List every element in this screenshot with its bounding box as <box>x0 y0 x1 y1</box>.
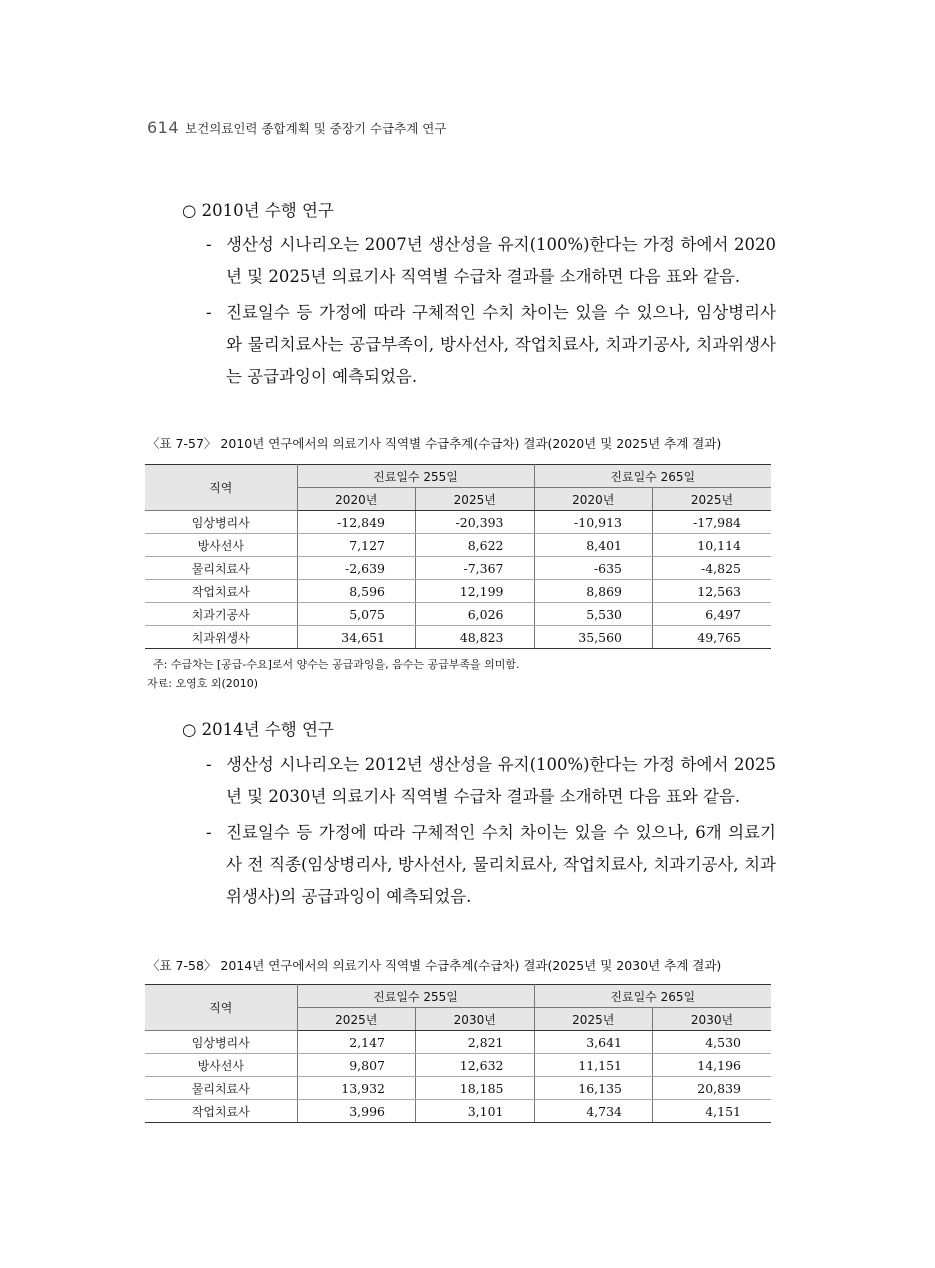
job-cell: 물리치료사 <box>145 1077 297 1100</box>
section-heading-2014: ○ 2014년 수행 연구 <box>182 720 334 739</box>
table-row <box>145 511 771 534</box>
value-cell: -10,913 <box>534 511 653 534</box>
year-header: 2020년 <box>297 488 416 511</box>
value-cell: 6,026 <box>416 603 535 626</box>
group-header-255: 진료일수 255일 <box>297 985 534 1008</box>
value-cell: 8,622 <box>416 534 535 557</box>
table-row <box>145 626 771 649</box>
table-row <box>145 534 771 557</box>
value-cell: 6,497 <box>653 603 772 626</box>
job-cell: 치과위생사 <box>145 626 297 649</box>
value-cell: -635 <box>534 557 653 580</box>
value-cell: -20,393 <box>416 511 535 534</box>
dash-marker: - <box>206 755 212 774</box>
value-cell: 3,641 <box>534 1031 653 1054</box>
running-title: 보건의료인력 종합계획 및 중장기 수급추계 연구 <box>185 121 447 136</box>
table-source: 자료: 오영호 외(2010) <box>147 677 259 690</box>
bullet-item <box>206 817 776 913</box>
table-row <box>145 557 771 580</box>
value-cell: 49,765 <box>653 626 772 649</box>
value-cell: 4,734 <box>534 1100 653 1123</box>
value-cell: 5,530 <box>534 603 653 626</box>
value-cell: -4,825 <box>653 557 772 580</box>
job-cell: 방사선사 <box>145 534 297 557</box>
year-header: 2025년 <box>653 488 772 511</box>
year-header: 2025년 <box>297 1008 416 1031</box>
table-row <box>145 1031 771 1054</box>
value-cell: 18,185 <box>416 1077 535 1100</box>
table-row <box>145 1077 771 1100</box>
value-cell: 10,114 <box>653 534 772 557</box>
value-cell: -17,984 <box>653 511 772 534</box>
value-cell: 13,932 <box>297 1077 416 1100</box>
value-cell: 8,869 <box>534 580 653 603</box>
value-cell: -12,849 <box>297 511 416 534</box>
table-caption: 〈표 7-57〉 2010년 연구에서의 의료기사 직역별 수급추계(수급차) 결과(2020년 및 2025년 추계 결과) <box>147 436 722 451</box>
value-cell: 7,127 <box>297 534 416 557</box>
page-header <box>147 118 446 137</box>
value-cell: 16,135 <box>534 1077 653 1100</box>
bullet-item <box>206 749 776 813</box>
dash-marker: - <box>206 303 212 322</box>
year-header: 2025년 <box>416 488 535 511</box>
year-header: 2020년 <box>534 488 653 511</box>
table-7-57 <box>145 464 771 649</box>
value-cell: 12,199 <box>416 580 535 603</box>
bullet-text: 진료일수 등 가정에 따라 구체적인 수치 차이는 있을 수 있으나, 임상병리사와 물리치료사는 공급부족이, 방사선사, 작업치료사, 치과기공사, 치과위생사는 공급과잉이 예측되었음. <box>226 303 776 386</box>
value-cell: 9,807 <box>297 1054 416 1077</box>
bullet-item <box>206 229 776 293</box>
year-header: 2030년 <box>416 1008 535 1031</box>
table-row <box>145 603 771 626</box>
value-cell: 5,075 <box>297 603 416 626</box>
bullet-text: 진료일수 등 가정에 따라 구체적인 수치 차이는 있을 수 있으나, 6개 의료기사 전 직종(임상병리사, 방사선사, 물리치료사, 작업치료사, 치과기공사, 치과위생사)의 공급과잉이 예측되었음. <box>226 823 776 906</box>
job-cell: 임상병리사 <box>145 511 297 534</box>
job-cell: 임상병리사 <box>145 1031 297 1054</box>
bullet-text: 생산성 시나리오는 2012년 생산성을 유지(100%)한다는 가정 하에서 2025년 및 2030년 의료기사 직역별 수급차 결과를 소개하면 다음 표와 같음. <box>226 755 776 806</box>
value-cell: 11,151 <box>534 1054 653 1077</box>
value-cell: 3,101 <box>416 1100 535 1123</box>
dash-marker: - <box>206 235 212 254</box>
table-caption: 〈표 7-58〉 2014년 연구에서의 의료기사 직역별 수급추계(수급차) 결과(2025년 및 2030년 추계 결과) <box>147 958 722 973</box>
table-row <box>145 580 771 603</box>
bullet-item <box>206 297 776 393</box>
value-cell: 4,530 <box>653 1031 772 1054</box>
section-heading-2010: ○ 2010년 수행 연구 <box>182 201 334 220</box>
job-cell: 작업치료사 <box>145 1100 297 1123</box>
job-cell: 방사선사 <box>145 1054 297 1077</box>
table-7-58 <box>145 984 771 1123</box>
value-cell: -2,639 <box>297 557 416 580</box>
year-header: 2030년 <box>653 1008 772 1031</box>
group-header-265: 진료일수 265일 <box>534 465 771 488</box>
table-note: 주: 수급차는 [공급-수요]로서 양수는 공급과잉을, 음수는 공급부족을 의미함. <box>153 658 520 671</box>
job-cell: 물리치료사 <box>145 557 297 580</box>
bullet-text: 생산성 시나리오는 2007년 생산성을 유지(100%)한다는 가정 하에서 2020년 및 2025년 의료기사 직역별 수급차 결과를 소개하면 다음 표와 같음. <box>226 235 776 286</box>
value-cell: 12,632 <box>416 1054 535 1077</box>
job-cell: 치과기공사 <box>145 603 297 626</box>
value-cell: 35,560 <box>534 626 653 649</box>
dash-marker: - <box>206 823 212 842</box>
column-header-job: 직역 <box>145 465 297 511</box>
value-cell: -7,367 <box>416 557 535 580</box>
year-header: 2025년 <box>534 1008 653 1031</box>
value-cell: 34,651 <box>297 626 416 649</box>
value-cell: 2,147 <box>297 1031 416 1054</box>
group-header-265: 진료일수 265일 <box>534 985 771 1008</box>
value-cell: 20,839 <box>653 1077 772 1100</box>
table-row <box>145 1054 771 1077</box>
group-header-255: 진료일수 255일 <box>297 465 534 488</box>
value-cell: 48,823 <box>416 626 535 649</box>
value-cell: 14,196 <box>653 1054 772 1077</box>
value-cell: 8,596 <box>297 580 416 603</box>
job-cell: 작업치료사 <box>145 580 297 603</box>
value-cell: 2,821 <box>416 1031 535 1054</box>
page-number: 614 <box>147 118 180 137</box>
value-cell: 12,563 <box>653 580 772 603</box>
column-header-job: 직역 <box>145 985 297 1031</box>
value-cell: 4,151 <box>653 1100 772 1123</box>
value-cell: 3,996 <box>297 1100 416 1123</box>
table-row <box>145 1100 771 1123</box>
value-cell: 8,401 <box>534 534 653 557</box>
